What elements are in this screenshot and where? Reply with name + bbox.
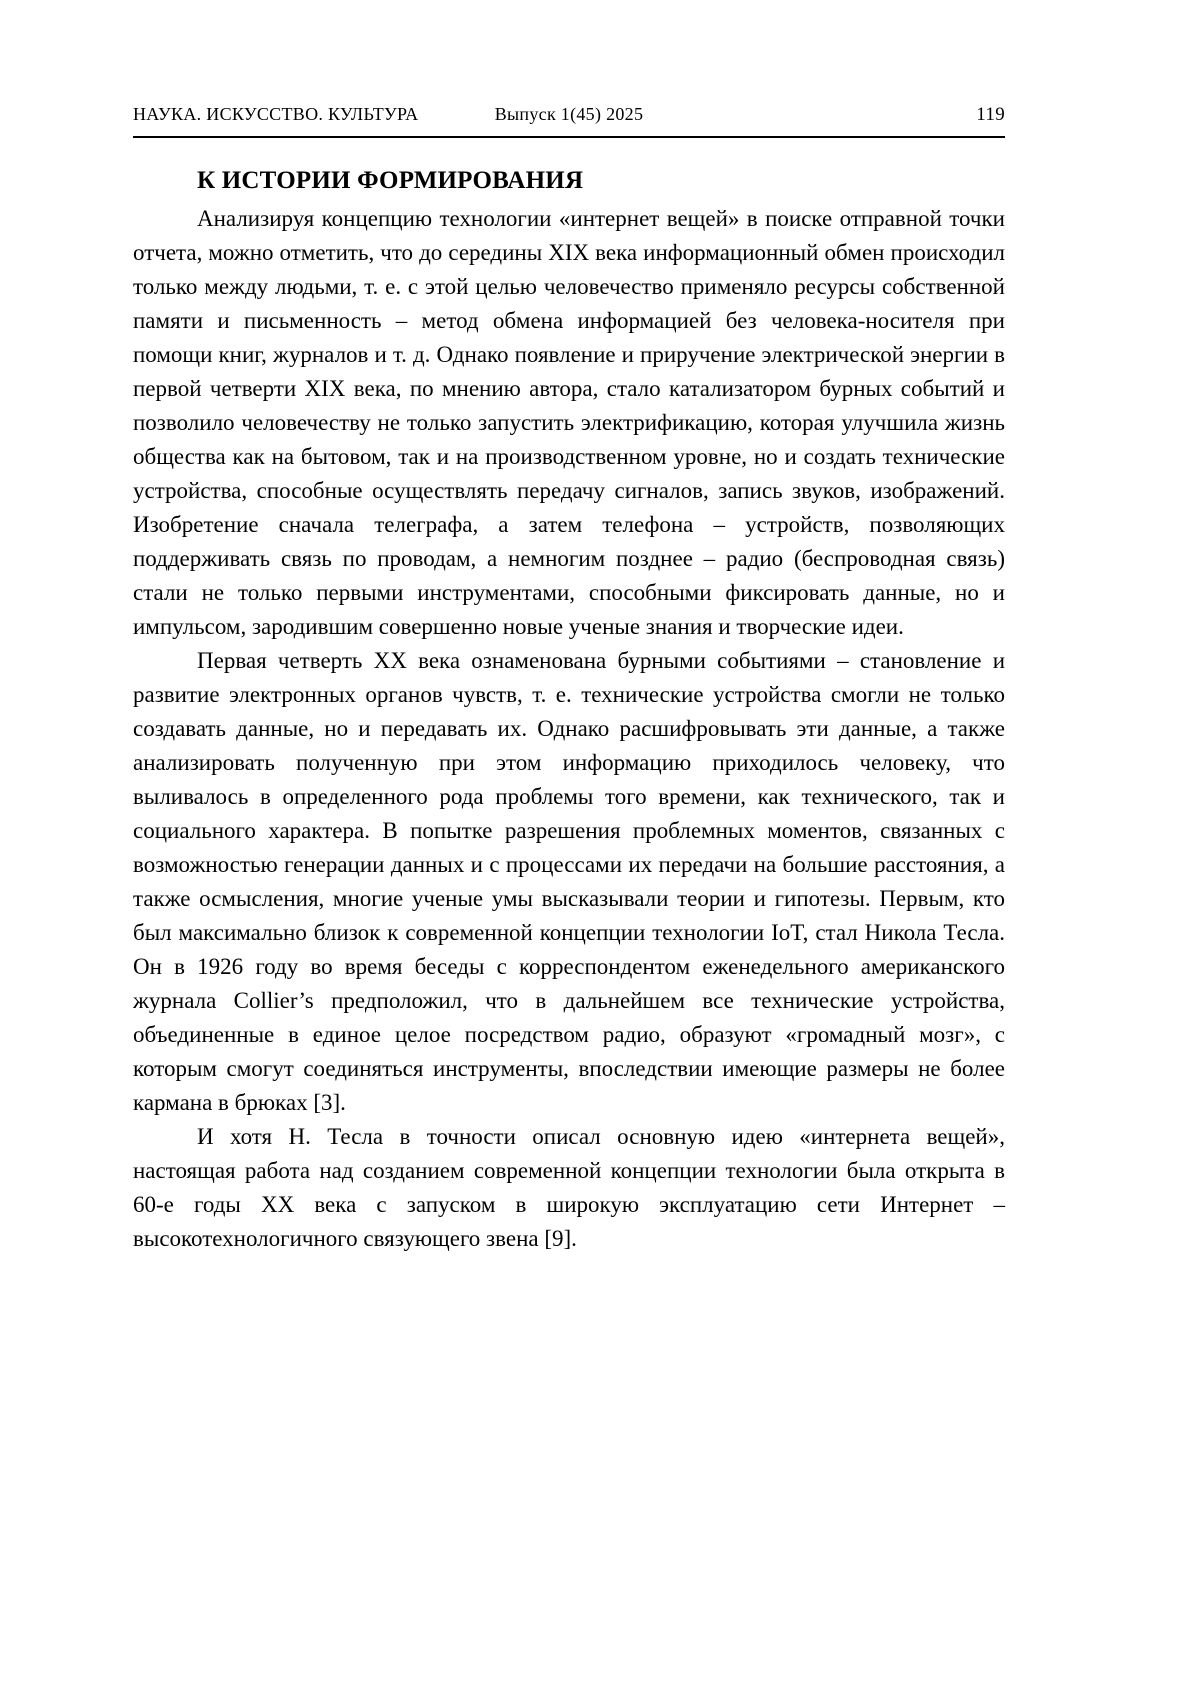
section-title: К ИСТОРИИ ФОРМИРОВАНИЯ <box>197 167 584 194</box>
paragraph-2: Первая четверть XX века ознаменована бурными событиями – становление и развитие электронных органов чувств, т. е. технические устройства смогли не только создавать данные, но и передавать их. Однако расшифровывать эти данные, а также анализировать полученную при этом информацию приходилось человеку, что выливалось в определенного рода проблемы того времени, как технического, так и социального характера. В попытке разрешения проблемных моментов, связанных с возможностью генерации данных и с процессами их передачи на большие расстояния, а также осмысления, многие ученые умы высказывали теории и гипотезы. Первым, кто был максимально близок к современной концепции технологии IoT, стал Никола Тесла. Он в 1926 году во время беседы с корреспондентом еженедельного американского журнала Collier’s предположил, что в дальнейшем все технические устройства, объединенные в единое целое посредством радио, образуют «громадный мозг», с которым смогут соединяться инструменты, впоследствии имеющие размеры не более кармана в брюках [3]. <box>133 648 1005 1115</box>
article-body <box>133 202 1005 1256</box>
header-rule <box>133 136 1005 138</box>
paragraph-1: Анализируя концепцию технологии «интернет вещей» в поиске отправной точки отчета, можно отметить, что до середины XIX века информационный обмен происходил только между людьми, т. е. с этой целью человечество применяло ресурсы собственной памяти и письменность – метод обмена информацией без человека-носителя при помощи книг, журналов и т. д. Однако появление и приручение электрической энергии в первой четверти XIX века, по мнению автора, стало катализатором бурных событий и позволило человечеству не только запустить электрификацию, которая улучшила жизнь общества как на бытовом, так и на производственном уровне, но и создать технические устройства, способные осуществлять передачу сигналов, запись звуков, изображений. Изобретение сначала телеграфа, а затем телефона – устройств, позволяющих поддерживать связь по проводам, а немногим позднее – радио (беспроводная связь) стали не только первыми инструментами, способными фиксировать данные, но и импульсом, зародившим совершенно новые ученые знания и творческие идеи. <box>133 206 1005 639</box>
page-number: 119 <box>976 104 1005 125</box>
paragraph-3: И хотя Н. Тесла в точности описал основную идею «интернета вещей», настоящая работа над созданием современной концепции технологии была открыта в 60-е годы XX века с запуском в широкую эксплуатацию сети Интернет – высокотехнологичного связующего звена [9]. <box>133 1124 1005 1251</box>
journal-title: НАУКА. ИСКУССТВО. КУЛЬТУРА <box>133 104 419 124</box>
issue-label: Выпуск 1(45) 2025 <box>494 104 644 124</box>
page-header <box>133 104 1005 126</box>
content-area <box>133 104 1005 1256</box>
